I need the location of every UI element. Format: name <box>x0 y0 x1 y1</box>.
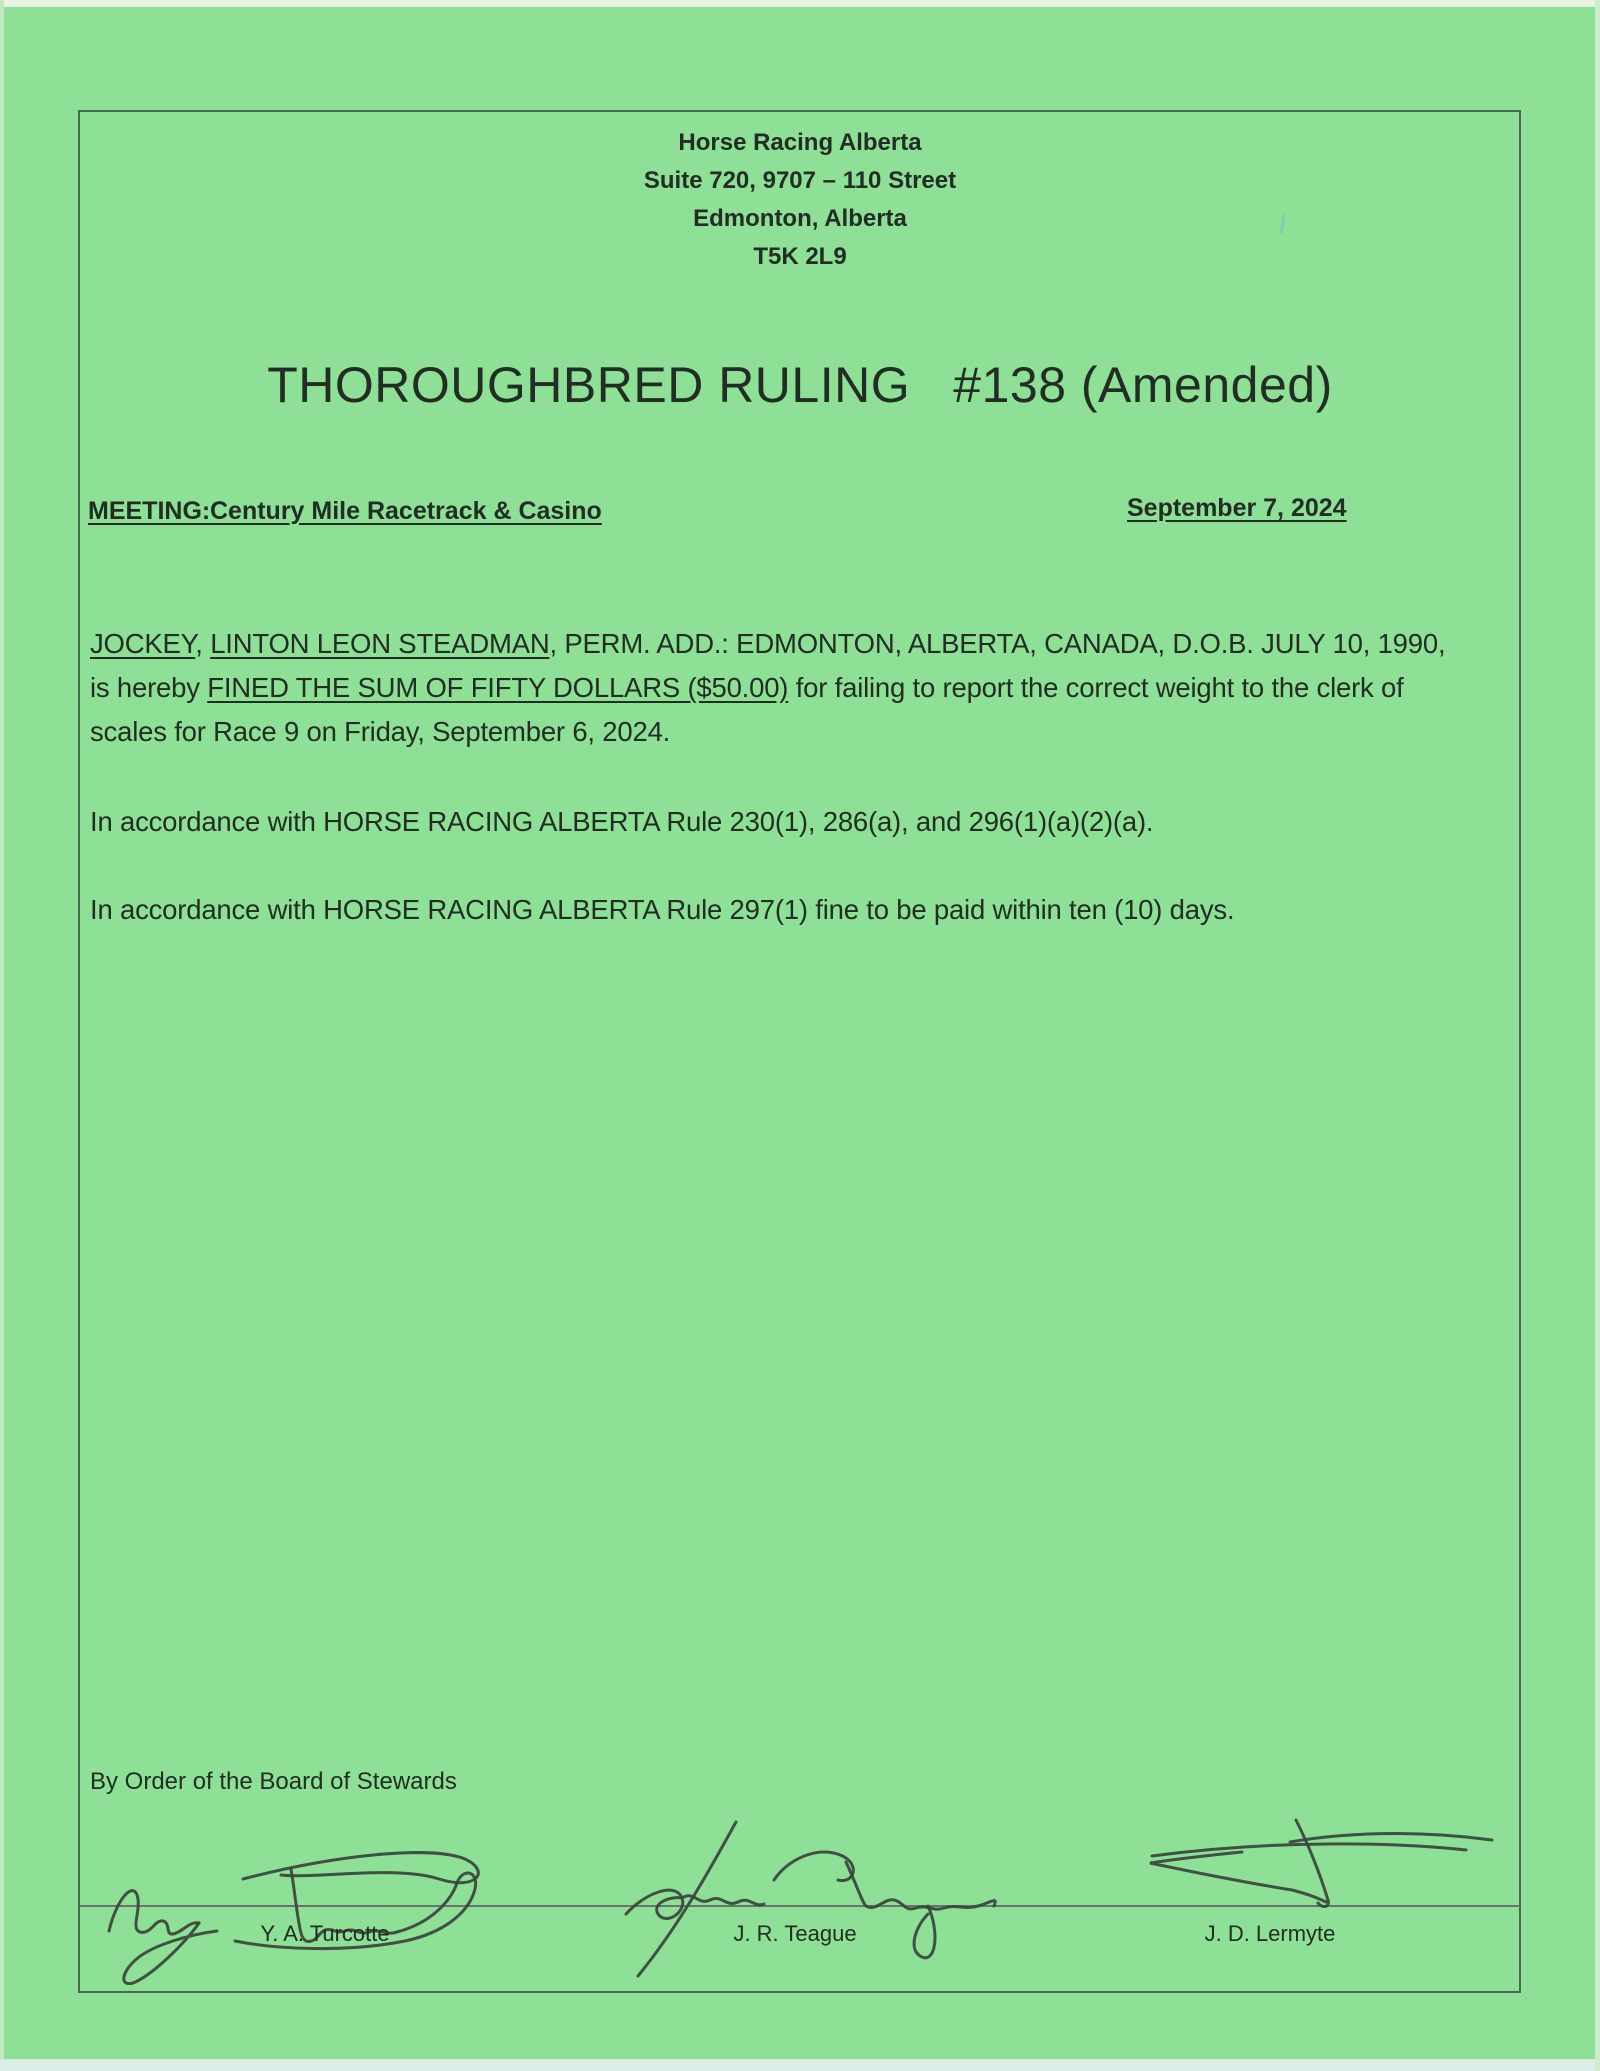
jockey-name: LINTON LEON STEADMAN <box>210 628 550 659</box>
meeting-venue: Century Mile Racetrack & Casino <box>210 497 602 525</box>
meeting-label: MEETING: <box>88 497 211 525</box>
board-order-text: By Order of the Board of Stewards <box>90 1768 457 1795</box>
org-postal-code: T5K 2L9 <box>753 243 847 270</box>
signature-line <box>80 1905 1520 1907</box>
jockey-label: JOCKEY <box>90 628 196 659</box>
signatory-name-lermyte: J. D. Lermyte <box>1204 1921 1336 1946</box>
org-address-street: Suite 720, 9707 – 110 Street <box>643 167 957 194</box>
scan-edge-left <box>0 0 4 2071</box>
scan-edge-right <box>1595 0 1600 2071</box>
ruling-paragraph-payment: In accordance with HORSE RACING ALBERTA Rule 297(1) fine to be paid within ten (10) days. <box>90 894 1235 925</box>
fine-amount: FINED THE SUM OF FIFTY DOLLARS ($50.00) <box>207 672 789 703</box>
org-address-city: Edmonton, Alberta <box>693 205 907 232</box>
ruling-title: THOROUGHBRED RULING #138 (Amended) <box>267 357 1333 413</box>
signatory-name-teague: J. R. Teague <box>733 1921 857 1946</box>
scan-edge-top <box>0 0 1600 7</box>
meeting-date: September 7, 2024 <box>1127 494 1347 522</box>
ruling-paragraph-rules: In accordance with HORSE RACING ALBERTA Rule 230(1), 286(a), and 296(1)(a)(2)(a). <box>90 806 1154 837</box>
letterhead <box>0 124 1600 276</box>
signatory-name-turcotte: Y. A. Turcotte <box>260 1921 390 1946</box>
ruling-paragraph-fine: JOCKEY, LINTON LEON STEADMAN, PERM. ADD.: EDMONTON, ALBERTA, CANADA, D.O.B. JULY 10, 1990, is hereby FINED THE SUM OF FIFTY DOLLARS ($50.00) for failing to report the correct weight to the clerk of scales for Race 9 on Friday, September 6, 2024. <box>90 628 1446 747</box>
scan-edge-bottom <box>0 2059 1600 2071</box>
org-name: Horse Racing Alberta <box>678 129 922 156</box>
